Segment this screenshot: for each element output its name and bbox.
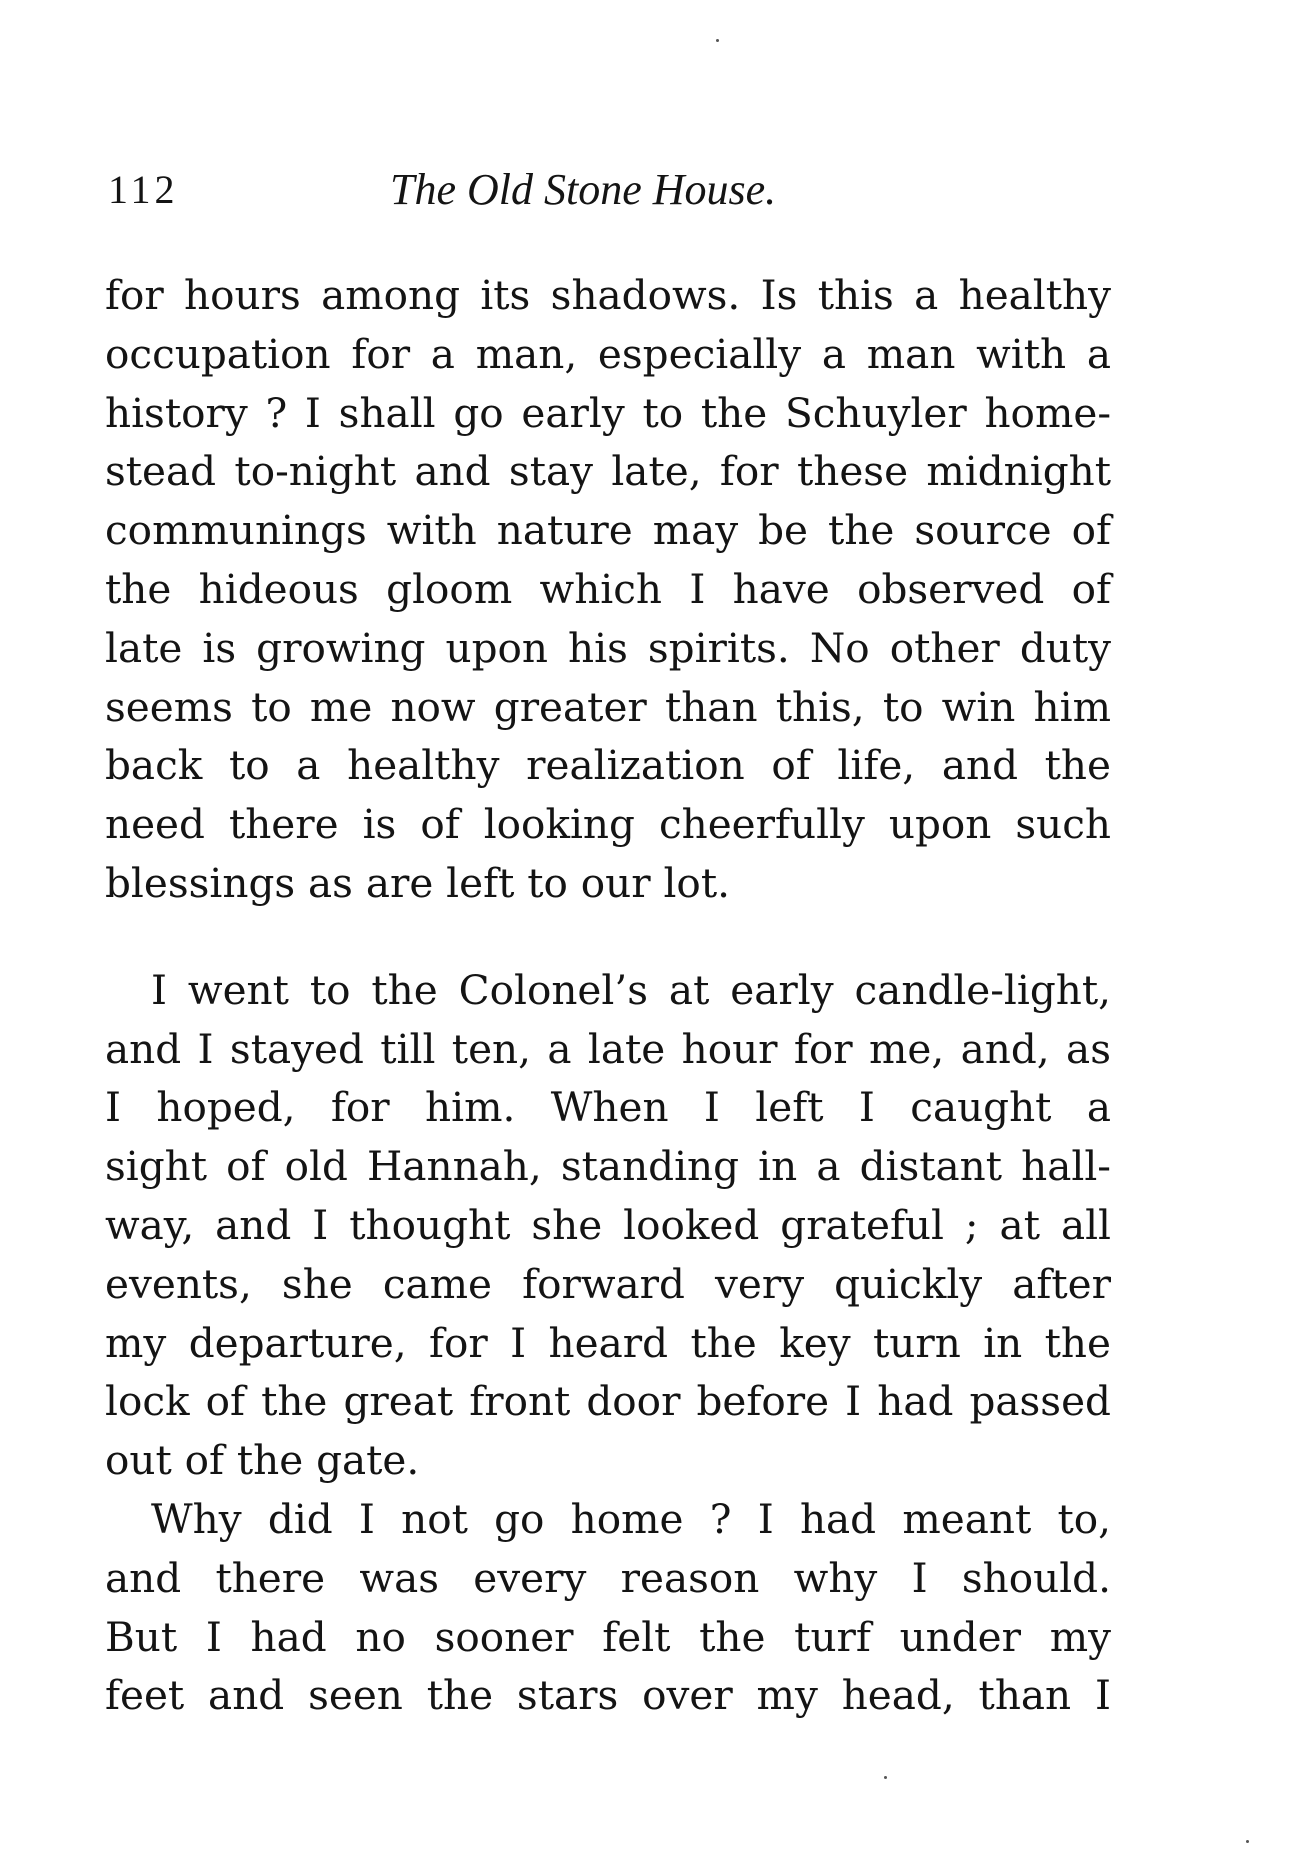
text-line: events, she came forward very quickly after	[105, 1259, 1111, 1308]
text-line: history ? I shall go early to the Schuyler home-	[105, 388, 1111, 437]
text-line: out of the gate.	[105, 1436, 420, 1485]
paper-speck	[884, 1776, 887, 1779]
text-line: my departure, for I heard the key turn in the	[105, 1318, 1111, 1367]
page-number: 112	[108, 167, 179, 212]
body-text	[105, 266, 1111, 1725]
text-line: lock of the great front door before I had passed	[105, 1377, 1111, 1426]
text-line: feet and seen the stars over my head, than I	[105, 1671, 1111, 1720]
text-line: back to a healthy realization of life, and the	[105, 741, 1111, 790]
text-line: way, and I thought she looked grateful ; at all	[105, 1200, 1111, 1249]
paper-speck	[716, 39, 719, 42]
text-line: occupation for a man, especially a man with a	[105, 329, 1111, 378]
paper-speck	[1246, 1840, 1249, 1843]
text-line: need there is of looking cheerfully upon such	[105, 800, 1111, 849]
text-line-indented	[105, 1490, 1111, 1549]
text-line: late is growing upon his spirits. No other duty	[105, 623, 1111, 672]
text-line: I hoped, for him. When I left I caught a	[105, 1083, 1111, 1132]
text-line: communings with nature may be the source of	[105, 506, 1111, 555]
paragraph-2	[105, 961, 1111, 1490]
text-line-indented	[105, 961, 1111, 1020]
text-line: and I stayed till ten, a late hour for me, and, as	[105, 1024, 1111, 1073]
running-title: The Old Stone House.	[390, 165, 777, 214]
text-line: stead to-night and stay late, for these midnight	[105, 447, 1111, 496]
text-line: blessings as are left to our lot.	[105, 858, 730, 907]
text-line: and there was every reason why I should.	[105, 1553, 1111, 1602]
paragraph-3	[105, 1490, 1111, 1725]
text-line: seems to me now greater than this, to win him	[105, 682, 1111, 731]
text-line: for hours among its shadows. Is this a healthy	[105, 271, 1111, 319]
text-line: I went to the Colonel’s at early candle-light,	[151, 965, 1111, 1014]
paragraph-1	[105, 266, 1111, 913]
text-line: Why did I not go home ? I had meant to,	[151, 1494, 1111, 1543]
text-line: the hideous gloom which I have observed of	[105, 564, 1111, 613]
running-head	[108, 160, 1108, 220]
text-line: sight of old Hannah, standing in a distant hall-	[105, 1142, 1111, 1191]
text-line: But I had no sooner felt the turf under my	[105, 1612, 1111, 1661]
